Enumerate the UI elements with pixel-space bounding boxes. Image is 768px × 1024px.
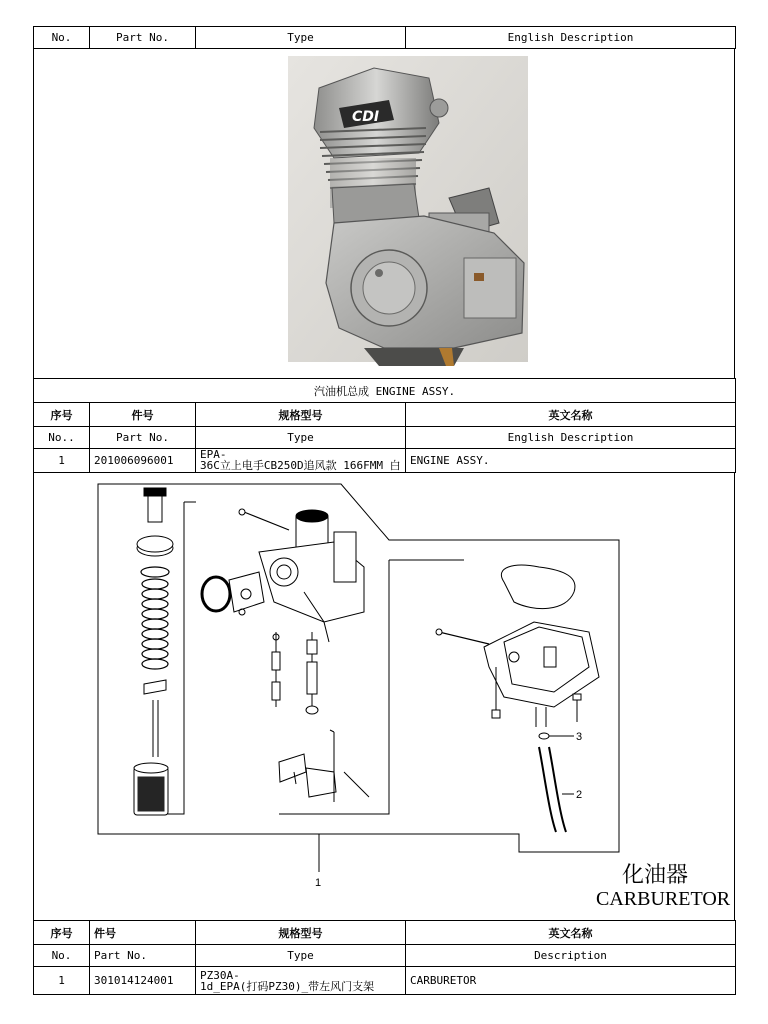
engine-row-no: 1 — [34, 449, 90, 473]
table-row — [34, 967, 736, 995]
carb-row-type-line1: PZ30A- — [200, 968, 240, 982]
carb-row-no: 1 — [34, 967, 90, 995]
engine-row-type — [196, 449, 406, 473]
top-header-table — [33, 26, 736, 49]
engine-header-no-en: No.. — [34, 427, 90, 449]
carb-row-part-no: 301014124001 — [90, 967, 196, 995]
carb-row-type — [196, 967, 406, 995]
table-row — [34, 449, 736, 473]
engine-row-description: ENGINE ASSY. — [406, 449, 736, 473]
carb-header-no-en: No. — [34, 945, 90, 967]
engine-header-type-en: Type — [196, 427, 406, 449]
engine-header-description-en: English Description — [406, 427, 736, 449]
carb-header-description-cn: 英文名称 — [406, 921, 736, 945]
carb-header-no-cn: 序号 — [34, 921, 90, 945]
engine-image-cell — [33, 48, 735, 378]
carb-header-type-cn: 规格型号 — [196, 921, 406, 945]
engine-header-no-cn: 序号 — [34, 403, 90, 427]
carburetor-title-cn: 化油器 — [622, 863, 689, 888]
carburetor-table — [33, 920, 736, 995]
callout-2: 2 — [576, 789, 583, 801]
engine-row-part-no: 201006096001 — [90, 449, 196, 473]
carb-header-type-en: Type — [196, 945, 406, 967]
engine-header-part-no-cn: 件号 — [90, 403, 196, 427]
float-bowl — [436, 565, 599, 832]
carb-row-type-line2: 1d_EPA(打码PZ30)_带左风门支架 — [200, 979, 375, 993]
carb-header-description-en: Description — [406, 945, 736, 967]
engine-table — [33, 378, 736, 473]
header-part-no: Part No. — [90, 27, 196, 49]
engine-caption: 汽油机总成 ENGINE ASSY. — [34, 379, 736, 403]
carburetor-body — [202, 509, 369, 802]
carb-header-part-no-en: Part No. — [90, 945, 196, 967]
engine-header-description-cn: 英文名称 — [406, 403, 736, 427]
engine-row-type-line1: EPA- — [200, 448, 227, 461]
engine-header-part-no-en: Part No. — [90, 427, 196, 449]
callout-1: 1 — [315, 877, 322, 889]
carburetor-title-en: CARBURETOR — [596, 888, 731, 910]
engine-row-type-line2: 36C立上电手CB250D追风款 166FMM 白 — [200, 459, 401, 472]
header-type: Type — [196, 27, 406, 49]
engine-brand-mark: CDI — [352, 109, 380, 125]
carburetor-diagram-cell — [33, 472, 735, 920]
throttle-slide-assembly — [134, 488, 173, 815]
carburetor-exploded-diagram — [34, 472, 734, 920]
callout-3: 3 — [576, 731, 583, 743]
carb-row-description: CARBURETOR — [406, 967, 736, 995]
engine-header-type-cn: 规格型号 — [196, 403, 406, 427]
engine-photo — [34, 48, 734, 378]
header-no: No. — [34, 27, 90, 49]
header-english-description: English Description — [406, 27, 736, 49]
carb-header-part-no-cn: 件号 — [90, 921, 196, 945]
